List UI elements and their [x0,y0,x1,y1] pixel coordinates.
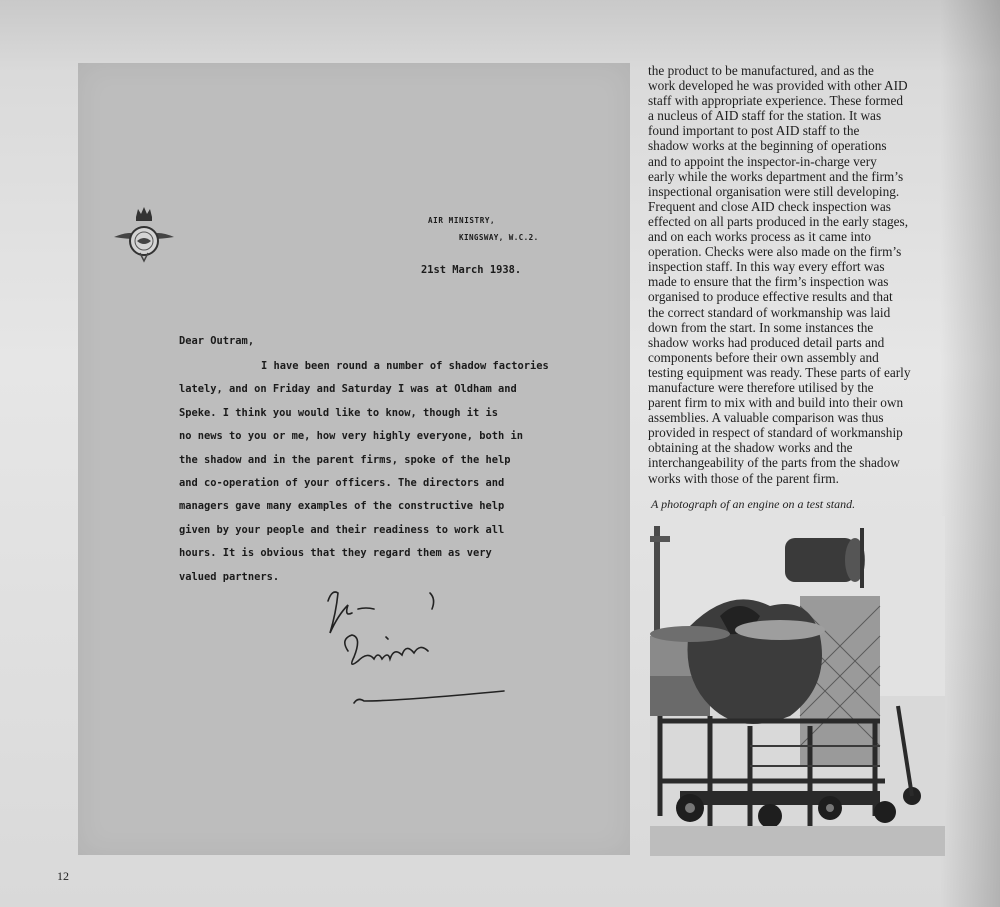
text-line: staff with appropriate experience. These formed [648,93,903,109]
letter-body-line: and co-operation of your officers. The directors and [179,476,505,489]
text-line: shadow works had produced detail parts and [648,334,885,350]
text-line: interchangeability of the parts from the shadow [648,455,900,471]
text-line: organised to produce effective results and that [648,289,893,305]
letter-body-line: valued partners. [179,570,280,583]
text-line: operation. Checks were also made on the firm’s [648,244,902,260]
letter-body-line: I have been round a number of shadow factories [261,360,549,372]
page-number: 12 [57,869,69,883]
text-line: inspection staff. In this way every effort was [648,259,885,275]
letter-body-line: the shadow and in the parent firms, spoke of the help [179,453,511,466]
text-line: assemblies. A valuable comparison was thus [648,410,884,426]
letter-body-line: given by your people and their readiness to work all [179,523,505,536]
text-line: the product to be manufactured, and as the [648,63,874,78]
text-line: a nucleus of AID staff for the station. It was [648,108,882,124]
text-line: works with those of the parent firm. [648,470,839,486]
letter-body [179,359,549,593]
text-line: components before their own assembly and [648,349,879,365]
text-line: shadow works at the beginning of operations [648,138,887,154]
photo-caption: A photograph of an engine on a test stand. [651,497,856,511]
letter-body-line: hours. It is obvious that they regard them as very [179,547,492,560]
text-line: testing equipment was ready. These parts of early [648,364,911,380]
letter-body-line: lately, and on Friday and Saturday I was at Oldham and [179,383,517,396]
letter-body-line: Speke. I think you would like to know, though it is [179,406,499,419]
letterhead-address-line2: KINGSWAY, W.C.2. [459,233,539,242]
text-line: Frequent and close AID check inspection was [648,198,891,214]
letterhead-address-line1: AIR MINISTRY, [428,216,496,225]
text-line: work developed he was provided with other AID [648,78,908,94]
text-line: provided in respect of standard of workmanship [648,425,903,441]
letter-facsimile [78,63,630,855]
engine-test-stand-photo [650,516,945,856]
letter-date: 21st March 1938. [421,264,522,276]
text-line: manufacture were therefore utilised by the [648,379,874,395]
text-line: down from the start. In some instances the [648,319,874,335]
text-line: effected on all parts produced in the early stages, [648,213,909,229]
text-line: and on each works process as it came into [648,229,872,245]
letter-body-line: no news to you or me, how very highly everyone, both in [179,430,524,443]
text-line: the correct standard of workmanship was laid [648,304,891,320]
text-line: inspectional organisation were still developing. [648,183,900,199]
text-line: parent firm to mix with and build into their own [648,395,904,411]
text-line: and to appoint the inspector-in-charge very [648,153,877,169]
text-line: obtaining at the shadow works and the [648,440,853,456]
body-text-column [648,63,960,486]
text-line: found important to post AID staff to the [648,123,860,139]
text-line: early while the works department and the firm’s [648,168,904,184]
letter-body-line: managers gave many examples of the constructive help [179,500,505,513]
air-ministry-crest-icon [112,203,176,267]
letter-salutation: Dear Outram, [179,335,255,347]
handwritten-signature [318,573,518,723]
text-line: made to ensure that the firm’s inspection was [648,274,889,290]
